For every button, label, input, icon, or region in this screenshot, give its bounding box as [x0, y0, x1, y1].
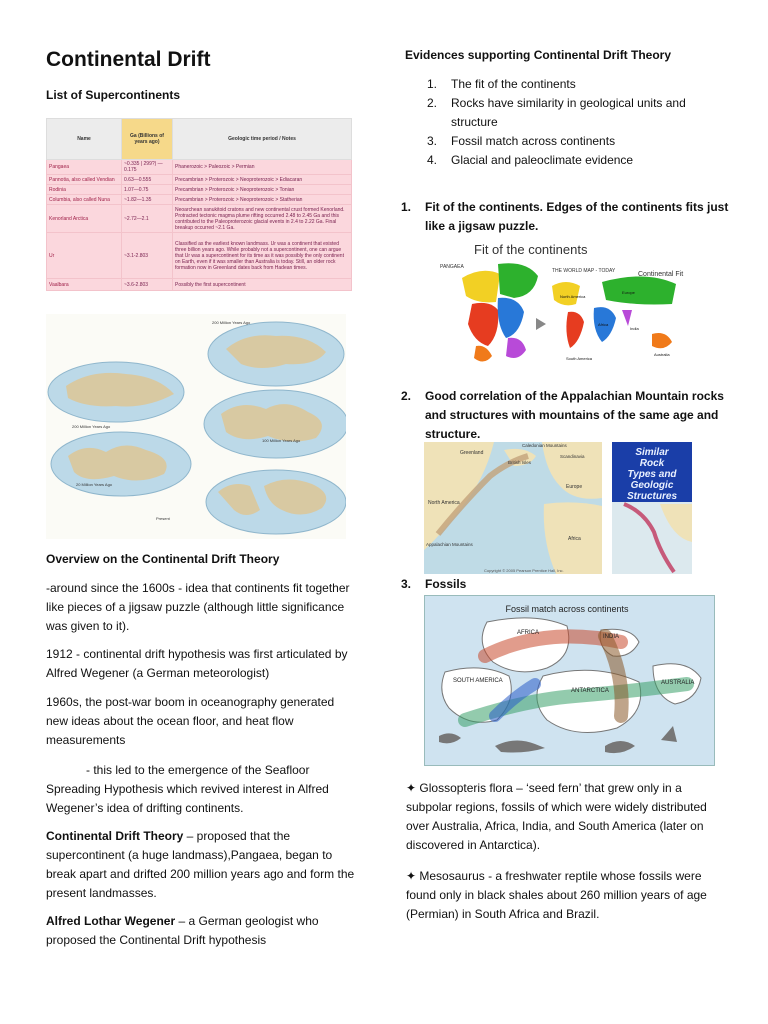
figure-title: Fossil match across continents [505, 604, 629, 614]
section-fit-heading [401, 198, 731, 236]
table-cell: Possibly the first supercontinent [173, 279, 352, 291]
table-header: Ga (Billions of years ago) [122, 119, 173, 160]
glossopteris-note: ✦ Glossopteris flora – ‘seed fern’ that grew only in a subpolar regions, fossils of which were widely distributed over Australia, Africa, India, and South America (later on discovered in Antarctica). [406, 781, 707, 852]
table-cell: Precambrian > Proterozoic > Neoproterozoic > Tonian [173, 185, 352, 195]
continental-fit-label: Continental Fit [638, 271, 684, 278]
section-number: 3. [401, 577, 412, 591]
theory-definition [46, 827, 358, 903]
globe-present [206, 470, 346, 534]
continent-label: South America [566, 356, 593, 361]
table-cell: Pannotia, also called Vendian [47, 175, 122, 185]
continent-label: INDIA [603, 634, 620, 640]
globe-caption: 200 Million Years Ago [212, 320, 251, 325]
continent-label: Europe [622, 290, 635, 295]
table-header: Name [47, 119, 122, 160]
table-cell: Ur [47, 233, 122, 279]
evidence-heading: Evidences supporting Continental Drift Theory [405, 48, 672, 62]
theory-term: Continental Drift Theory [46, 829, 184, 843]
table-cell: ~0.335 | 299?) —0.175 [122, 160, 173, 175]
map-label: Greenland [460, 450, 484, 456]
map-label: Appalachian Mountains [426, 542, 473, 547]
section-text: Fit of the continents. Edges of the continents fits just like a jigsaw puzzle. [425, 200, 729, 233]
globe-caption: 20 Million Years Ago [76, 482, 113, 487]
caption-line: Geologic [630, 480, 674, 491]
globe-200mya-left [48, 362, 184, 422]
table-cell: Kenorland Arctica [47, 205, 122, 233]
theory-description: – proposed that the supercontinent (a huge landmass),Pangaea, began to break apart and drifted 200 million years ago and form the present landmasses. [46, 829, 355, 900]
continent-label: AFRICA [517, 630, 540, 636]
globe-100mya [204, 390, 346, 458]
similar-rock-types-figure [424, 442, 692, 574]
mesosaurus-icon [495, 740, 545, 752]
arrow-icon [536, 318, 546, 330]
table-cell: 0.63—0.555 [122, 175, 173, 185]
wegener-term: Alfred Lothar Wegener [46, 914, 176, 928]
list-item [427, 94, 727, 132]
table-cell: ~3.6-2.803 [122, 279, 173, 291]
section-text: Good correlation of the Appalachian Mountain rocks and structures with mountains of the same age and structure. [425, 389, 724, 441]
list-text: Rocks have similarity in geological units and structure [451, 96, 686, 129]
world-map-label: THE WORLD MAP - TODAY [552, 268, 616, 274]
copyright-text: Copyright © 2005 Pearson Prentice Hall, Inc. [484, 568, 564, 573]
supercontinents-heading: List of Supercontinents [46, 88, 181, 102]
fossil-match-figure [424, 595, 715, 766]
map-label: British Isles [508, 460, 532, 465]
mesosaurus-note: ✦ Mesosaurus - a freshwater reptile whose fossils were found only in black shales about 260 million years of age (Permian) in South Africa and Brazil. [406, 869, 707, 921]
list-number: 1. [427, 77, 438, 91]
table-cell: Precambrian > Proterozoic > Neoproterozoic > Statherian [173, 195, 352, 205]
caption-line: Types and [627, 469, 677, 480]
section-number: 2. [401, 389, 412, 403]
map-label: North America [428, 500, 460, 506]
overview-paragraph: 1960s, the post-war boom in oceanography generated new ideas about the ocean floor, and heat flow measurements [46, 695, 335, 747]
list-number: 3. [427, 134, 438, 148]
globe-caption: Present [156, 516, 170, 521]
table-cell: Precambrian > Proterozoic > Neoproterozoic > Ediacaran [173, 175, 352, 185]
overview-paragraph: -around since the 1600s - idea that continents fit together like pieces of a jigsaw puzzle (although little significance was given to it). [46, 581, 350, 633]
table-cell: Vaalbara [47, 279, 122, 291]
world-today-map [552, 276, 676, 348]
table-cell: ~1.82—1.35 [122, 195, 173, 205]
list-text: Fossil match across continents [451, 134, 616, 148]
table-cell: ~2.72—2.1 [122, 205, 173, 233]
pangaea-label: PANGAEA [440, 264, 464, 270]
list-number: 4. [427, 153, 438, 167]
globe-caption: 200 Million Years Ago [72, 424, 111, 429]
continent-label: AUSTRALIA [661, 680, 695, 686]
list-item [427, 75, 727, 94]
continent-label: Africa [598, 322, 609, 327]
map-label: Africa [568, 536, 581, 542]
continent-label: Australia [654, 352, 670, 357]
globe-200mya-top [208, 322, 344, 386]
continent-label: North America [560, 294, 586, 299]
table-cell: ~3.1-2.803 [122, 233, 173, 279]
pangaea-breakup-globes-figure [46, 314, 346, 539]
cynognathus-icon [439, 733, 461, 743]
evidence-list [427, 75, 727, 170]
list-text: Glacial and paleoclimate evidence [451, 153, 634, 167]
globe-caption: 100 Million Years Ago [262, 438, 301, 443]
section-rocks-heading [401, 387, 731, 444]
table-cell: Rodinia [47, 185, 122, 195]
table-cell: Classified as the earliest known landmass. Ur was a continent that existed three billion years ago. While probably not a supercontinent, one can argue that Ur was a supercontinent for its time as it was possibly the only continent on Earth, even if it was smaller than Australia is today. Still, an older rock formation now in Greenland dates back from Hadean times. [173, 233, 352, 279]
pangaea-map [462, 263, 538, 361]
wegener-description: – a German geologist who proposed the Continental Drift hypothesis [46, 914, 319, 947]
wegener-definition [46, 912, 358, 950]
overview-heading: Overview on the Continental Drift Theory [46, 552, 280, 566]
figure-title: Fit of the continents [474, 242, 588, 257]
section-fossils-heading [401, 575, 731, 594]
map-label: Scandinavia [560, 454, 585, 459]
section-text: Fossils [425, 577, 467, 591]
map-label: Europe [566, 484, 583, 490]
table-header: Geologic time period / Notes [173, 119, 352, 160]
fit-of-continents-figure [426, 238, 712, 374]
table-cell: Columbia, also called Nuna [47, 195, 122, 205]
lystrosaurus-icon [605, 741, 635, 753]
continent-label: ANTARCTICA [571, 688, 609, 694]
supercontinents-table [46, 118, 352, 291]
section-number: 1. [401, 200, 412, 214]
page-title: Continental Drift [46, 48, 211, 71]
table-cell: Neoarchean sanukitoid cratons and new continental crust formed Kenorland. Protracted tectonic magma plume rifting occurred 2.48 to 2.45 Ga and this contributed to the Paleoproterozoic glacial events in 2.4 to 2.22 Ga. Final breakup occurred ~2.1 Ga. [173, 205, 352, 233]
continent-label: SOUTH AMERICA [453, 678, 503, 684]
caption-line: Similar [635, 447, 669, 458]
list-item [427, 151, 727, 170]
glossopteris-icon [661, 726, 677, 742]
globe-20mya [51, 432, 191, 496]
caption-line: Rock [639, 458, 665, 469]
table-cell: Pangaea [47, 160, 122, 175]
map-label: Caledonian Mountains [522, 443, 567, 448]
list-item [427, 132, 727, 151]
caption-line: Structures [626, 491, 678, 502]
overview-paragraph: 1912 - continental drift hypothesis was first articulated by Alfred Wegener (a German meteorologist) [46, 647, 348, 680]
table-cell: Phanerozoic > Paleozoic > Permian [173, 160, 352, 175]
list-text: The fit of the continents [451, 77, 576, 91]
overview-paragraph: - this led to the emergence of the Seafloor Spreading Hypothesis which revived interest in Alfred Wegener’s idea of drifting continents. [46, 763, 329, 815]
list-number: 2. [427, 96, 438, 110]
continent-label: India [630, 326, 639, 331]
table-cell: 1.07—0.75 [122, 185, 173, 195]
